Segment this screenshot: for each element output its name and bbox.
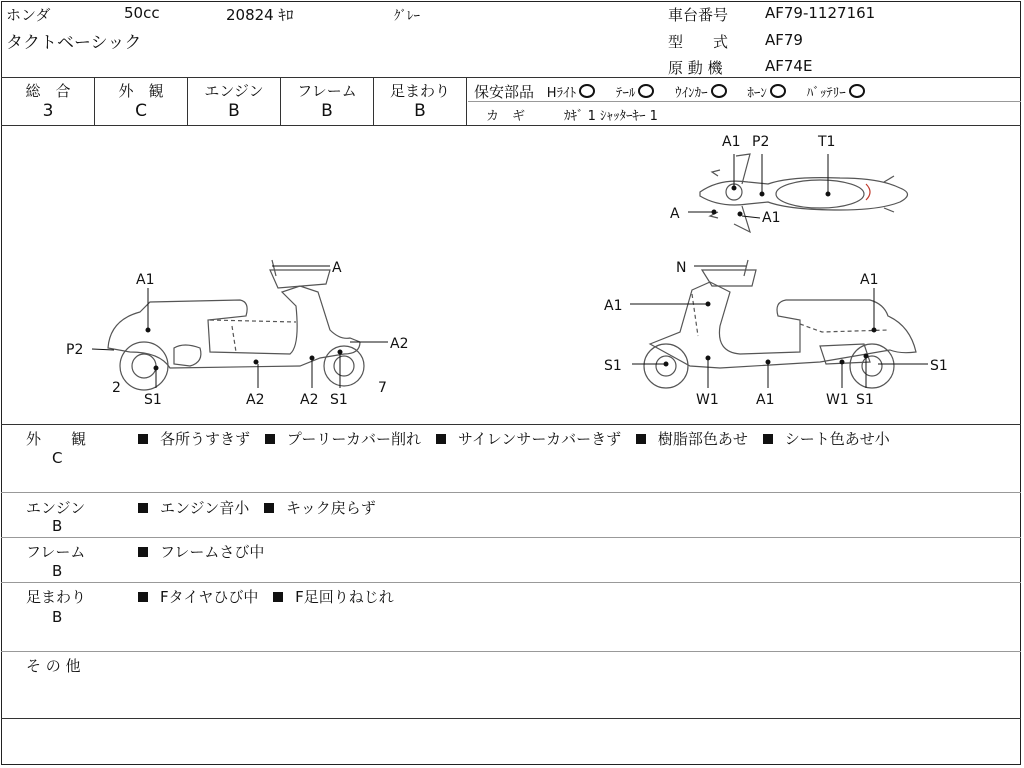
score-frame-value: B	[321, 101, 333, 121]
divider	[1, 582, 1021, 583]
divider	[1, 424, 1021, 425]
damage-diagram	[0, 126, 1024, 424]
bullet-square-icon	[273, 592, 283, 602]
note-item: キック戻らず	[286, 499, 376, 517]
label-right-n: N	[676, 260, 687, 276]
bullet-square-icon	[138, 547, 148, 557]
model-name: タクトベーシック	[6, 33, 142, 53]
bullet-square-icon	[265, 434, 275, 444]
type-label: 型 式	[668, 33, 729, 51]
divider	[1, 77, 1021, 78]
note-suspension-items	[138, 586, 404, 607]
label-top-a1-2: A1	[762, 210, 781, 226]
ok-circle-icon	[579, 84, 595, 98]
label-right-s1: S1	[604, 358, 622, 374]
note-item: 各所うすきず	[160, 430, 251, 448]
note-suspension-label: 足まわり	[26, 588, 87, 606]
safety-item-label: ｳｲﾝｶｰ	[675, 86, 708, 101]
label-right-a1: A1	[604, 298, 623, 314]
note-exterior-grade: C	[52, 449, 63, 467]
label-left-a1: A1	[136, 272, 155, 288]
divider	[1, 651, 1021, 652]
safety-item-headlight	[547, 86, 595, 101]
label-right-w1-2: W1	[826, 392, 849, 408]
label-left-p2: P2	[66, 342, 84, 358]
bullet-square-icon	[138, 503, 148, 513]
divider	[1, 537, 1021, 538]
safety-label: 保安部品	[474, 83, 535, 101]
ok-circle-icon	[638, 84, 654, 98]
mileage: 20824 ｷﾛ	[226, 6, 294, 24]
note-item: 樹脂部色あせ	[657, 430, 748, 448]
key-value: ｶｷﾞ 1 ｼｬｯﾀｰｷｰ 1	[564, 109, 658, 124]
leader-lines	[92, 154, 928, 388]
engine-value: AF74E	[765, 57, 813, 75]
key-label: カ ギ	[486, 109, 526, 124]
label-left-s1-2: S1	[330, 392, 348, 408]
label-top-a: A	[670, 206, 680, 222]
safety-item-battery	[807, 86, 865, 101]
safety-item-label: ﾃｰﾙ	[615, 86, 636, 101]
safety-item-tail	[616, 86, 655, 101]
note-engine-items	[138, 497, 386, 518]
label-left-a2-2: A2	[300, 392, 319, 408]
label-right-w1: W1	[696, 392, 719, 408]
note-exterior-label: 外 観	[26, 430, 87, 448]
score-exterior-value: C	[135, 101, 147, 121]
note-item: F足回りねじれ	[295, 588, 394, 606]
safety-item-label: ﾊﾞｯﾃﾘｰ	[806, 86, 846, 101]
note-frame-grade: B	[52, 562, 63, 580]
safety-item-winker	[675, 86, 727, 101]
note-frame-items	[138, 541, 274, 562]
safety-row	[474, 81, 865, 102]
label-right-a1-2: A1	[860, 272, 879, 288]
color: ｸﾞﾚｰ	[394, 9, 420, 24]
score-frame-label: フレーム	[297, 82, 357, 100]
divider	[1, 492, 1021, 493]
score-suspension-label: 足まわり	[389, 82, 450, 100]
ok-circle-icon	[711, 84, 727, 98]
note-other-label: そ の 他	[26, 657, 81, 675]
label-top-p2: P2	[752, 134, 770, 150]
engine-label: 原 動 機	[668, 59, 723, 77]
safety-item-label: ﾎｰﾝ	[747, 86, 767, 101]
note-item: プーリーカバー削れ	[286, 430, 422, 448]
ok-circle-icon	[770, 84, 786, 98]
note-item: サイレンサーカバーきず	[457, 430, 622, 448]
note-exterior-items	[138, 428, 900, 449]
bullet-square-icon	[264, 503, 274, 513]
displacement: 50cc	[124, 4, 160, 22]
bullet-square-icon	[636, 434, 646, 444]
note-item: エンジン音小	[160, 499, 250, 517]
divider	[466, 77, 467, 125]
bullet-square-icon	[763, 434, 773, 444]
label-left-a: A	[332, 260, 342, 276]
label-left-a2: A2	[246, 392, 265, 408]
type-value: AF79	[765, 31, 803, 49]
bullet-square-icon	[436, 434, 446, 444]
safety-item-label: Hﾗｲﾄ	[546, 86, 577, 101]
note-frame-label: フレーム	[26, 543, 86, 561]
maker: ホンダ	[6, 6, 51, 24]
frame-no: AF79-1127161	[765, 4, 876, 22]
note-item: シート色あせ小	[784, 430, 890, 448]
label-right-a1-3: A1	[756, 392, 775, 408]
label-left-7: 7	[378, 380, 387, 396]
label-left-s1: S1	[144, 392, 162, 408]
ok-circle-icon	[849, 84, 865, 98]
score-engine-value: B	[228, 101, 240, 121]
scooter-top-view	[700, 154, 908, 232]
note-engine-label: エンジン	[26, 499, 86, 517]
label-right-s1-2: S1	[856, 392, 874, 408]
score-engine-label: エンジン	[204, 82, 264, 100]
label-left-2: 2	[112, 380, 121, 396]
score-total-value: 3	[42, 101, 54, 121]
frame-no-label: 車台番号	[668, 6, 729, 24]
score-exterior-label: 外 観	[118, 82, 164, 100]
score-suspension-value: B	[414, 101, 426, 121]
bullet-square-icon	[138, 592, 148, 602]
label-top-t1: T1	[818, 134, 836, 150]
label-right-s1-3: S1	[930, 358, 948, 374]
divider	[1, 718, 1021, 719]
note-item: フレームさび中	[160, 543, 265, 561]
note-item: Fタイヤひび中	[160, 588, 259, 606]
score-total-label: 総 合	[25, 82, 71, 100]
label-left-a2-3: A2	[390, 336, 409, 352]
note-engine-grade: B	[52, 517, 63, 535]
bullet-square-icon	[138, 434, 148, 444]
note-suspension-grade: B	[52, 608, 63, 626]
label-top-a1: A1	[722, 134, 741, 150]
safety-item-horn	[747, 86, 786, 101]
